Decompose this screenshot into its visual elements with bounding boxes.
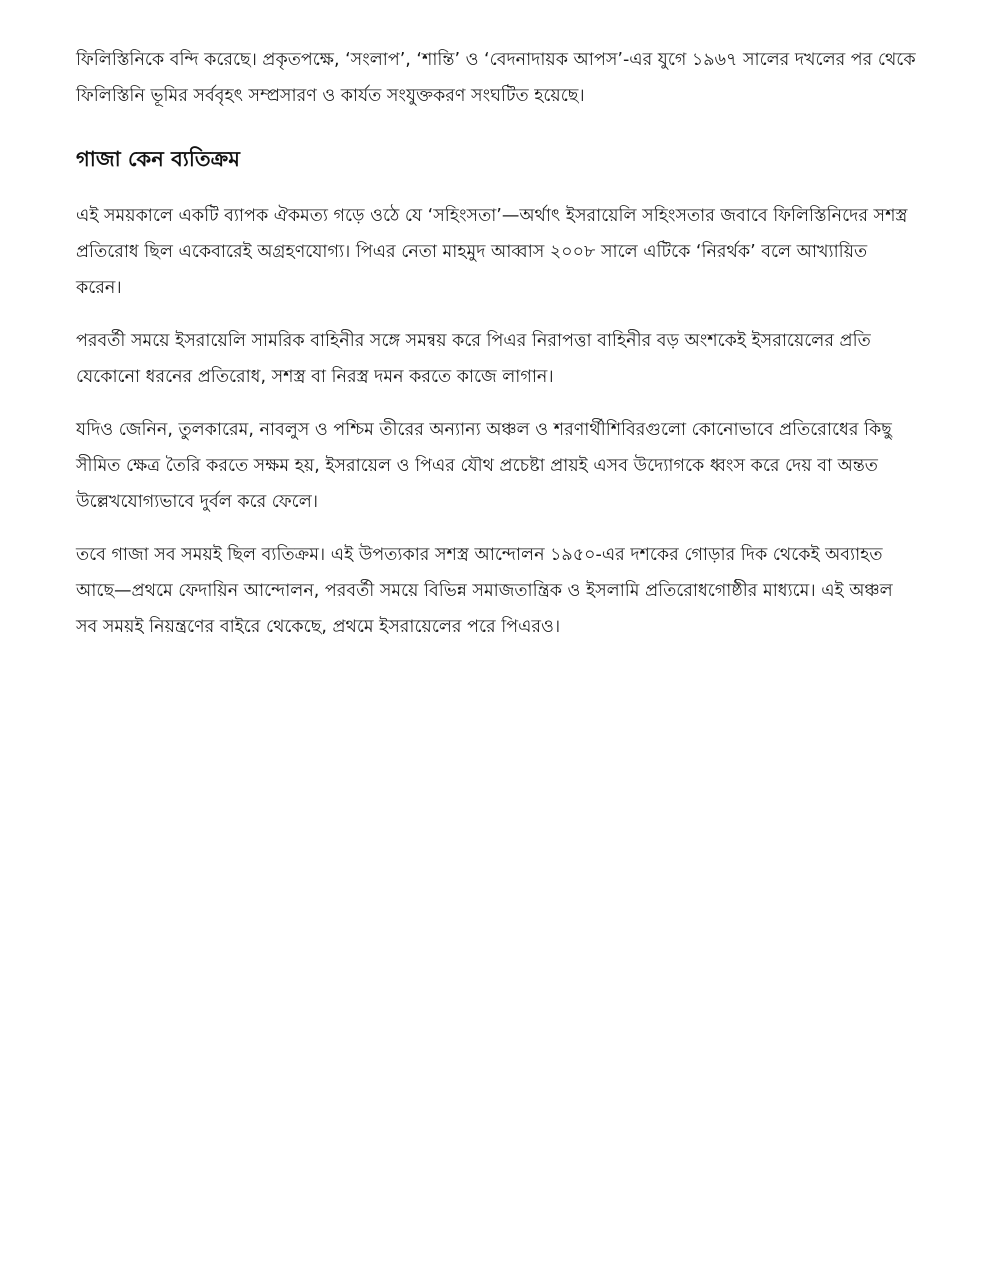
document-page <box>76 42 916 645</box>
body-paragraph-2: পরবর্তী সময়ে ইসরায়েলি সামরিক বাহিনীর সঙ্গে সমন্বয় করে পিএর নিরাপত্তা বাহিনীর বড় অংশকেই ইসরায়েলের প্রতি যেকোনো ধরনের প্রতিরোধ, সশস্ত্র বা নিরস্ত্র দমন করতে কাজে লাগান। <box>76 331 871 387</box>
section-heading: গাজা কেন ব্যতিক্রম <box>76 147 240 171</box>
body-paragraph-3: যদিও জেনিন, তুলকারেম, নাবলুস ও পশ্চিম তীরের অন্যান্য অঞ্চল ও শরণার্থীশিবিরগুলো কোনোভাবে প্রতিরোধের কিছু সীমিত ক্ষেত্র তৈরি করতে সক্ষম হয়, ইসরায়েল ও পিএর যৌথ প্রচেষ্টা প্রায়ই এসব উদ্যোগকে ধ্বংস করে দেয় বা অন্তত উল্লেখযোগ্যভাবে দুর্বল করে ফেলে। <box>76 420 892 512</box>
body-paragraph-1: এই সময়কালে একটি ব্যাপক ঐকমত্য গড়ে ওঠে যে ‘সহিংসতা’—অর্থাৎ ইসরায়েলি সহিংসতার জবাবে ফিলিস্তিনিদের সশস্ত্র প্রতিরোধ ছিল একেবারেই অগ্রহণযোগ্য। পিএর নেতা মাহমুদ আব্বাস ২০০৮ সালে এটিকে ‘নিরর্থক’ বলে আখ্যায়িত করেন। <box>76 206 908 298</box>
body-paragraph-4: তবে গাজা সব সময়ই ছিল ব্যতিক্রম। এই উপত্যকার সশস্ত্র আন্দোলন ১৯৫০-এর দশকের গোড়ার দিক থেকেই অব্যাহত আছে—প্রথমে ফেদায়িন আন্দোলন, পরবর্তী সময়ে বিভিন্ন সমাজতান্ত্রিক ও ইসলামি প্রতিরোধগোষ্ঠীর মাধ্যমে। এই অঞ্চল সব সময়ই নিয়ন্ত্রণের বাইরে থেকেছে, প্রথমে ইসরায়েলের পরে পিএরও। <box>76 545 893 637</box>
intro-paragraph: ফিলিস্তিনিকে বন্দি করেছে। প্রকৃতপক্ষে, ‘সংলাপ’, ‘শান্তি’ ও ‘বেদনাদায়ক আপস’-এর যুগে ১৯৬৭ সালের দখলের পর থেকে ফিলিস্তিনি ভূমির সর্ববৃহৎ সম্প্রসারণ ও কার্যত সংযুক্তকরণ সংঘটিত হয়েছে। <box>76 50 916 106</box>
